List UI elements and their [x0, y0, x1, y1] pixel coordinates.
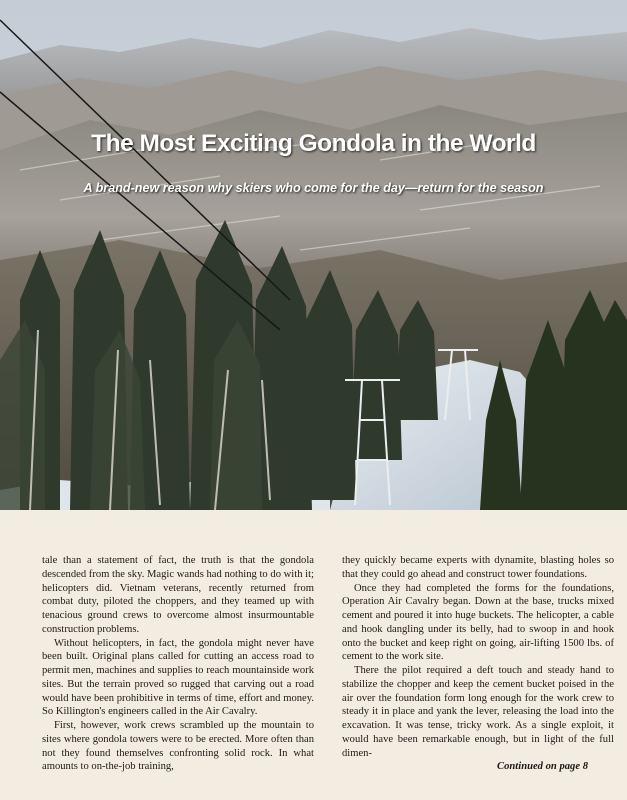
subheadline: A brand-new reason why skiers who come for the day—return for the season: [83, 181, 544, 195]
article-body: [42, 554, 614, 798]
paragraph: There the pilot required a deft touch and steady hand to stabilize the chopper and keep the cement bucket poised in the air over the foundation form long enough for the work crew to steady it in place and yank the lever, releasing the load into the excavation. It was tense, tricky work. As a single exploit, it would have been remarkable enough, but in light of the full dimen-: [342, 665, 614, 759]
continued-on-page-link[interactable]: Continued on page 8: [497, 761, 588, 773]
right-column: [342, 554, 614, 798]
paragraph: Without helicopters, in fact, the gondola might never have been built. Original plans called for cutting an access road to permit men, machines and supplies to reach mountainside work sites. But the terrain proved so rugged that carving out a road would have been prohibitive in terms of time, effort and money. So Killington's engineers called in the Air Cavalry.: [42, 637, 314, 718]
paragraph: Once they had completed the forms for the foundations, Operation Air Cavalry began. Down at the base, trucks mixed cement and poured it into huge buckets. The helicopter, a cable and hook dangling under its belly, had to swoop in and hook onto the bucket and keep right on going, air-lifting 1500 lbs. of cement to the work site.: [342, 582, 614, 663]
paragraph: they quickly became experts with dynamite, blasting holes so that they could go ahead and construct tower foundations.: [342, 555, 614, 580]
headline: The Most Exciting Gondola in the World: [91, 130, 536, 157]
left-column: [42, 554, 314, 798]
paragraph: tale than a statement of fact, the truth is that the gondola descended from the sky. Magic wands had nothing to do with it; helicopters did. Vietnam veterans, recently returned from combat duty, piloted the choppers, and they teamed up with tenacious ground crews to overcome almost insurmountable construction problems.: [42, 555, 314, 635]
paragraph: First, however, work crews scrambled up the mountain to sites where gondola towers were to be erected. More often than not they found themselves confronting solid rock. In what amounts to on-the-job training,: [42, 720, 314, 773]
